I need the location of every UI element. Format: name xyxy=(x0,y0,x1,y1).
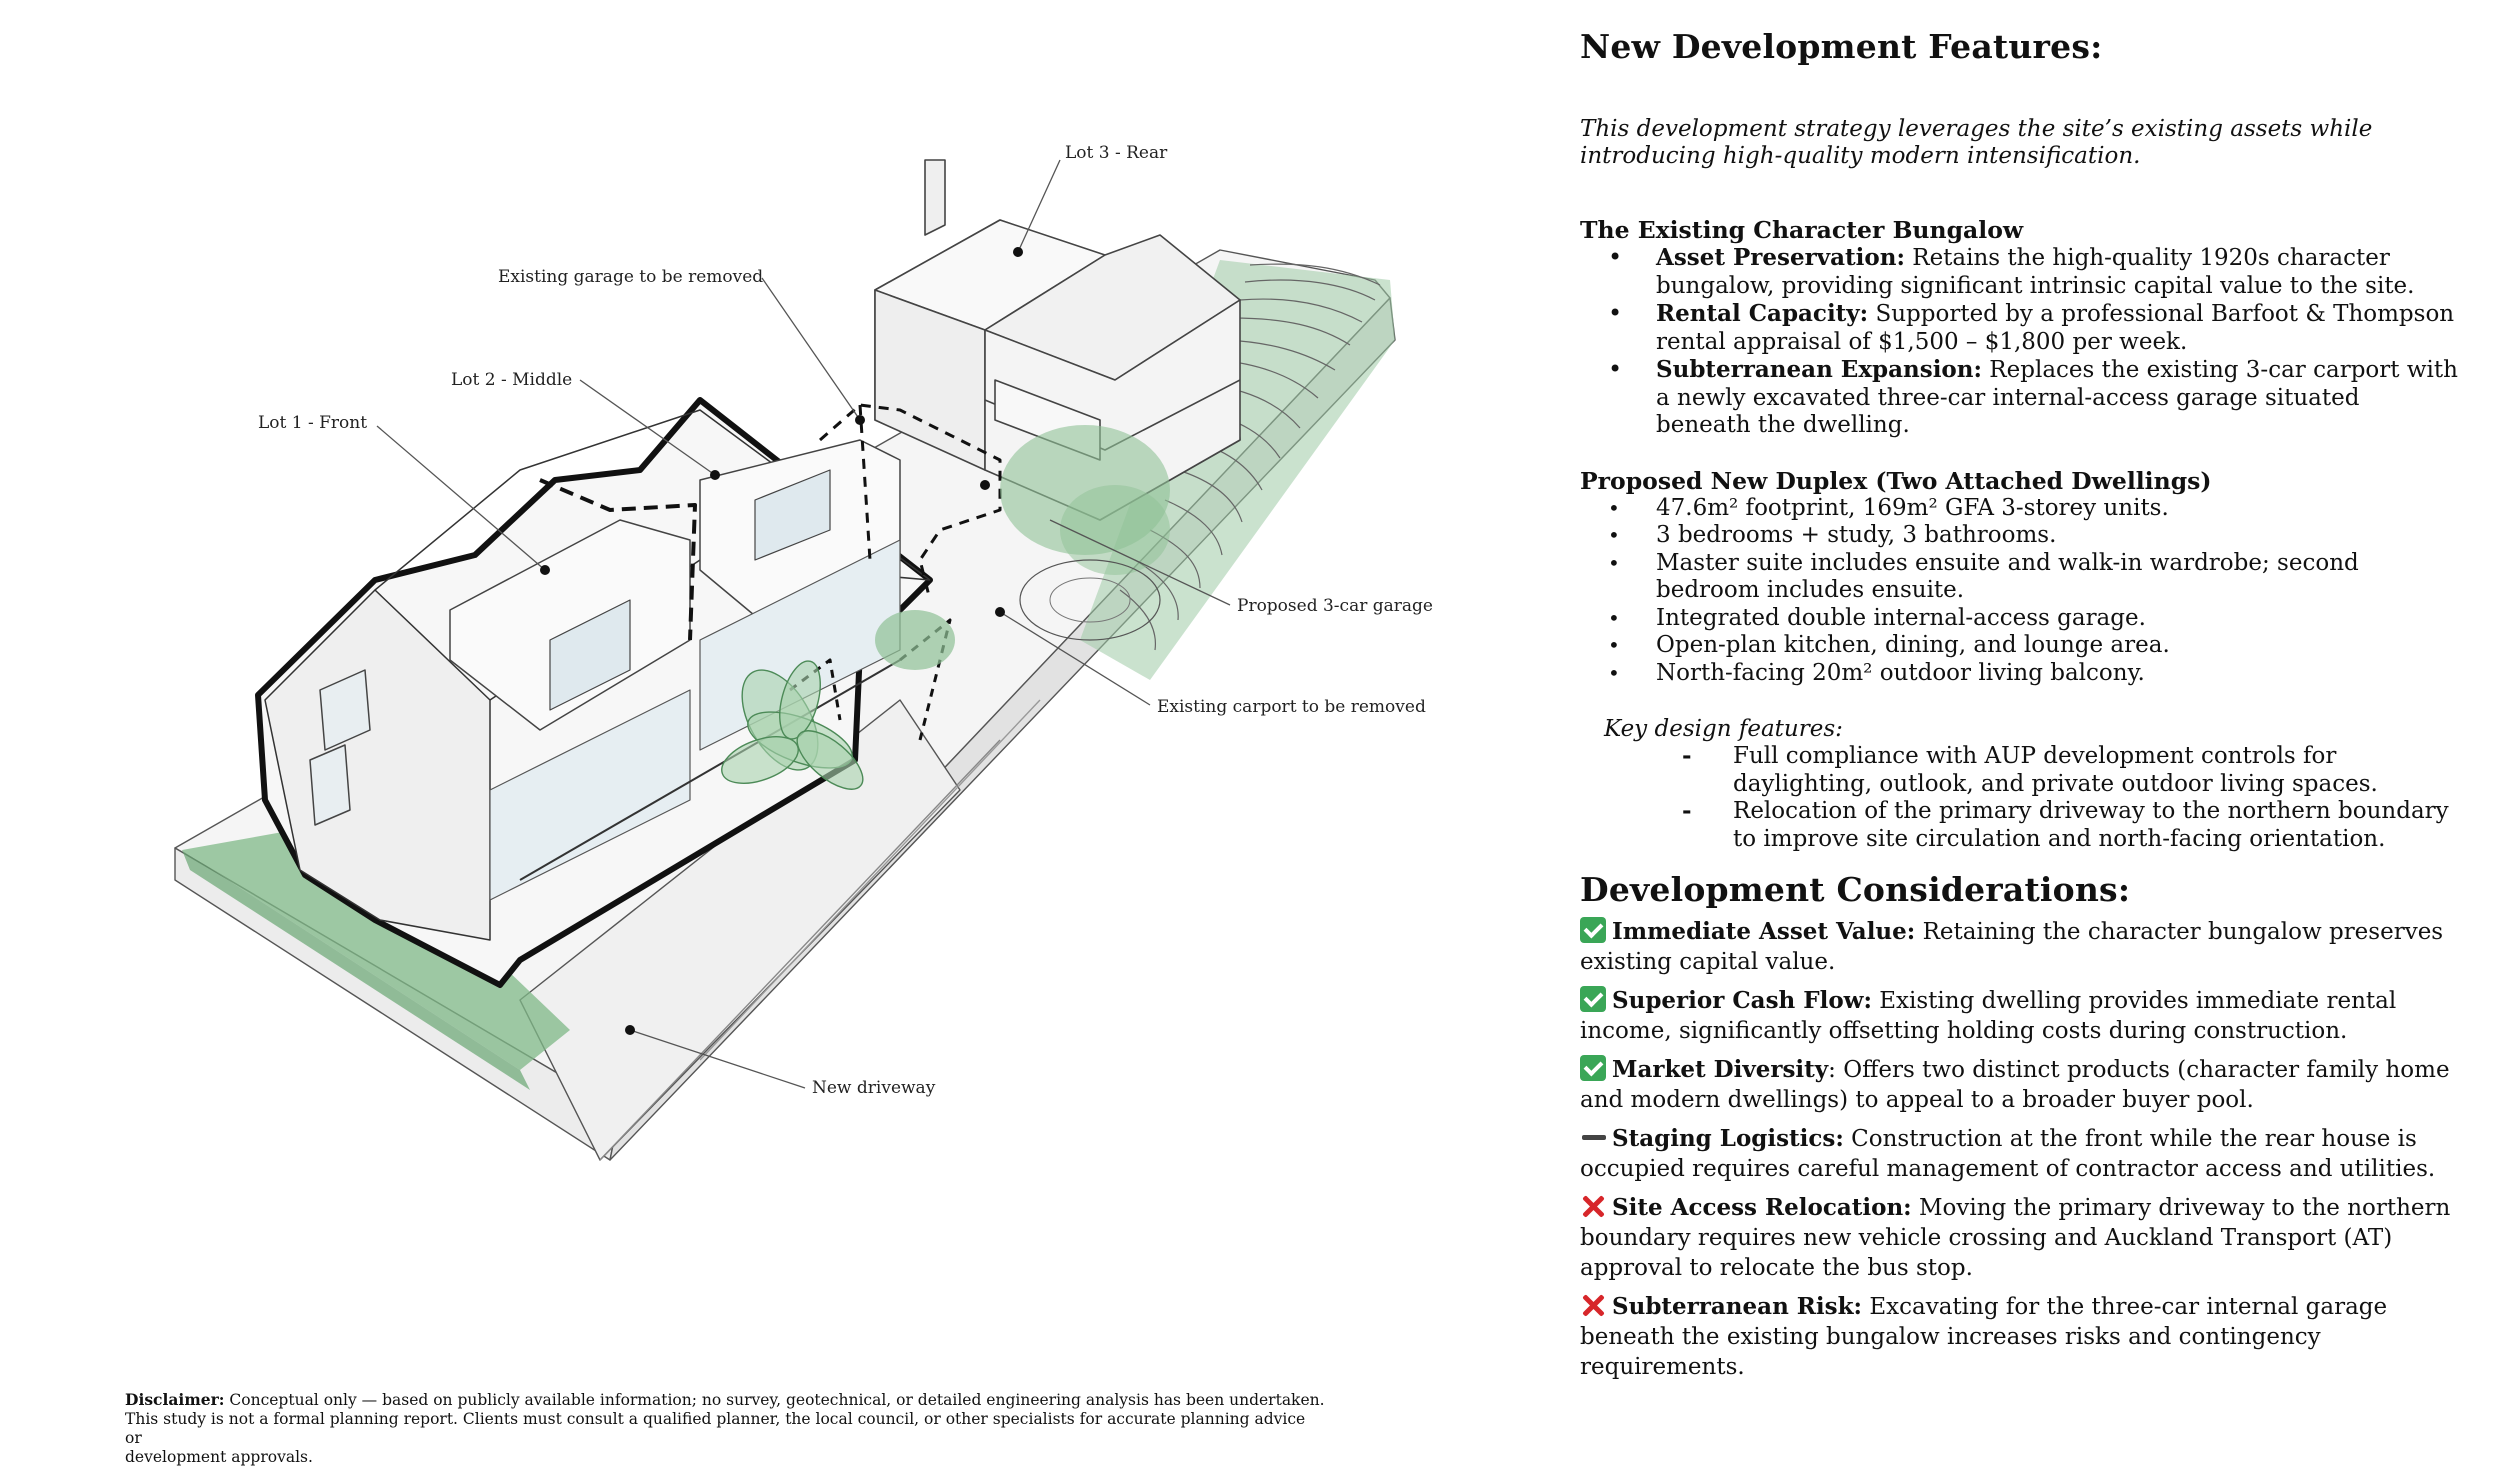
item-text: : Offers two distinct products (character family home and modern dwellings) to appeal to a broader buyer pool. xyxy=(1580,1057,2450,1113)
item-text: Existing dwelling provides immediate rental income, significantly offsetting holding costs during construction. xyxy=(1580,988,2397,1044)
duplex-title: Proposed New Duplex (Two Attached Dwellings) xyxy=(1580,466,2212,495)
list-item xyxy=(1580,356,2460,440)
item-text: Moving the primary driveway to the northern boundary requires new vehicle crossing and Auckland Transport (AT) approval to relocate the bus stop. xyxy=(1580,1195,2451,1281)
list-item xyxy=(1580,244,2460,300)
duplex-list xyxy=(1580,495,2460,688)
check-icon xyxy=(1580,986,1606,1012)
bungalow-list xyxy=(1580,244,2460,440)
consideration-item xyxy=(1580,1292,2460,1382)
item-label: Site Access Relocation: xyxy=(1612,1194,1912,1221)
list-item: • North-facing 20m² outdoor living balcony. xyxy=(1580,660,2460,688)
item-label: Superior Cash Flow: xyxy=(1612,987,1872,1014)
item-text: Excavating for the three-car internal garage beneath the existing bungalow increases risks and contingency requirements. xyxy=(1580,1294,2388,1380)
disclaimer-line-3: development approvals. xyxy=(125,1448,313,1466)
check-icon xyxy=(1580,917,1606,943)
list-item xyxy=(1580,300,2460,356)
features-intro: This development strategy leverages the site’s existing assets while introducing high-quality modern intensification. xyxy=(1580,116,2373,169)
item-label: Asset Preservation: xyxy=(1656,244,1905,271)
label-existing-carport-removed: Existing carport to be removed xyxy=(1157,697,1426,717)
list-item: • Open-plan kitchen, dining, and lounge area. xyxy=(1580,632,2460,660)
label-lot1-front: Lot 1 - Front xyxy=(258,413,368,433)
disclaimer-line-1: Conceptual only — based on publicly available information; no survey, geotechnical, or detailed engineering analysis has been undertaken. xyxy=(229,1391,1325,1409)
consideration-item xyxy=(1580,917,2460,977)
list-item: • Master suite includes ensuite and walk-in wardrobe; second bedroom includes ensuite. xyxy=(1580,550,2460,605)
bungalow-title: The Existing Character Bungalow xyxy=(1580,216,2024,244)
list-item: • 3 bedrooms + study, 3 bathrooms. xyxy=(1580,522,2460,550)
item-label: Staging Logistics: xyxy=(1612,1125,1844,1152)
minus-icon xyxy=(1580,1124,1606,1150)
item-text: Retaining the character bungalow preserves existing capital value. xyxy=(1580,919,2444,975)
consideration-item xyxy=(1580,1124,2460,1184)
label-existing-garage-removed: Existing garage to be removed xyxy=(498,267,764,287)
list-item: - Relocation of the primary driveway to the northern boundary to improve site circulation and north-facing orientation. xyxy=(1580,798,2460,853)
features-title: New Development Features: xyxy=(1580,27,2103,66)
disclaimer-label: Disclaimer: xyxy=(125,1390,225,1409)
label-proposed-garage: Proposed 3-car garage xyxy=(1237,596,1433,616)
item-text: Construction at the front while the rear house is occupied requires careful management of contractor access and utilities. xyxy=(1580,1126,2436,1182)
consideration-item xyxy=(1580,986,2460,1046)
list-item: - Full compliance with AUP development controls for daylighting, outlook, and private outdoor living spaces. xyxy=(1580,743,2460,798)
item-label: Rental Capacity: xyxy=(1656,300,1869,327)
key-design-title: Key design features: xyxy=(1604,716,1843,742)
item-label: Subterranean Risk: xyxy=(1612,1293,1863,1320)
item-label: Immediate Asset Value: xyxy=(1612,918,1916,945)
disclaimer xyxy=(125,1390,1325,1467)
shrub-driveway xyxy=(875,610,955,670)
item-text: Replaces the existing 3-car carport with a newly excavated three-car internal-access garage situated beneath the dwelling. xyxy=(1656,357,2458,438)
list-item: • Integrated double internal-access garage. xyxy=(1580,605,2460,633)
label-new-driveway: New driveway xyxy=(812,1078,936,1098)
disclaimer-line-2: This study is not a formal planning report. Clients must consult a qualified planner, the local council, or other specialists for accurate planning advice or xyxy=(125,1410,1306,1447)
considerations-title: Development Considerations: xyxy=(1580,870,2131,909)
features-panel xyxy=(1580,24,2460,1391)
item-text: Supported by a professional Barfoot & Thompson rental appraisal of $1,500 – $1,800 per week. xyxy=(1656,301,2455,355)
cross-icon xyxy=(1580,1292,1606,1318)
item-label: Market Diversity xyxy=(1612,1056,1829,1083)
key-design-list xyxy=(1580,743,2460,853)
item-label: Subterranean Expansion: xyxy=(1656,356,1982,383)
considerations-list xyxy=(1580,917,2460,1382)
label-lot2-middle: Lot 2 - Middle xyxy=(451,370,573,390)
item-text: Retains the high-quality 1920s character bungalow, providing significant intrinsic capital value to the site. xyxy=(1656,245,2415,299)
consideration-item xyxy=(1580,1055,2460,1115)
list-item: • 47.6m² footprint, 169m² GFA 3-storey units. xyxy=(1580,495,2460,523)
cross-icon xyxy=(1580,1193,1606,1219)
check-icon xyxy=(1580,1055,1606,1081)
label-lot3-rear: Lot 3 - Rear xyxy=(1065,143,1168,163)
consideration-item xyxy=(1580,1193,2460,1283)
